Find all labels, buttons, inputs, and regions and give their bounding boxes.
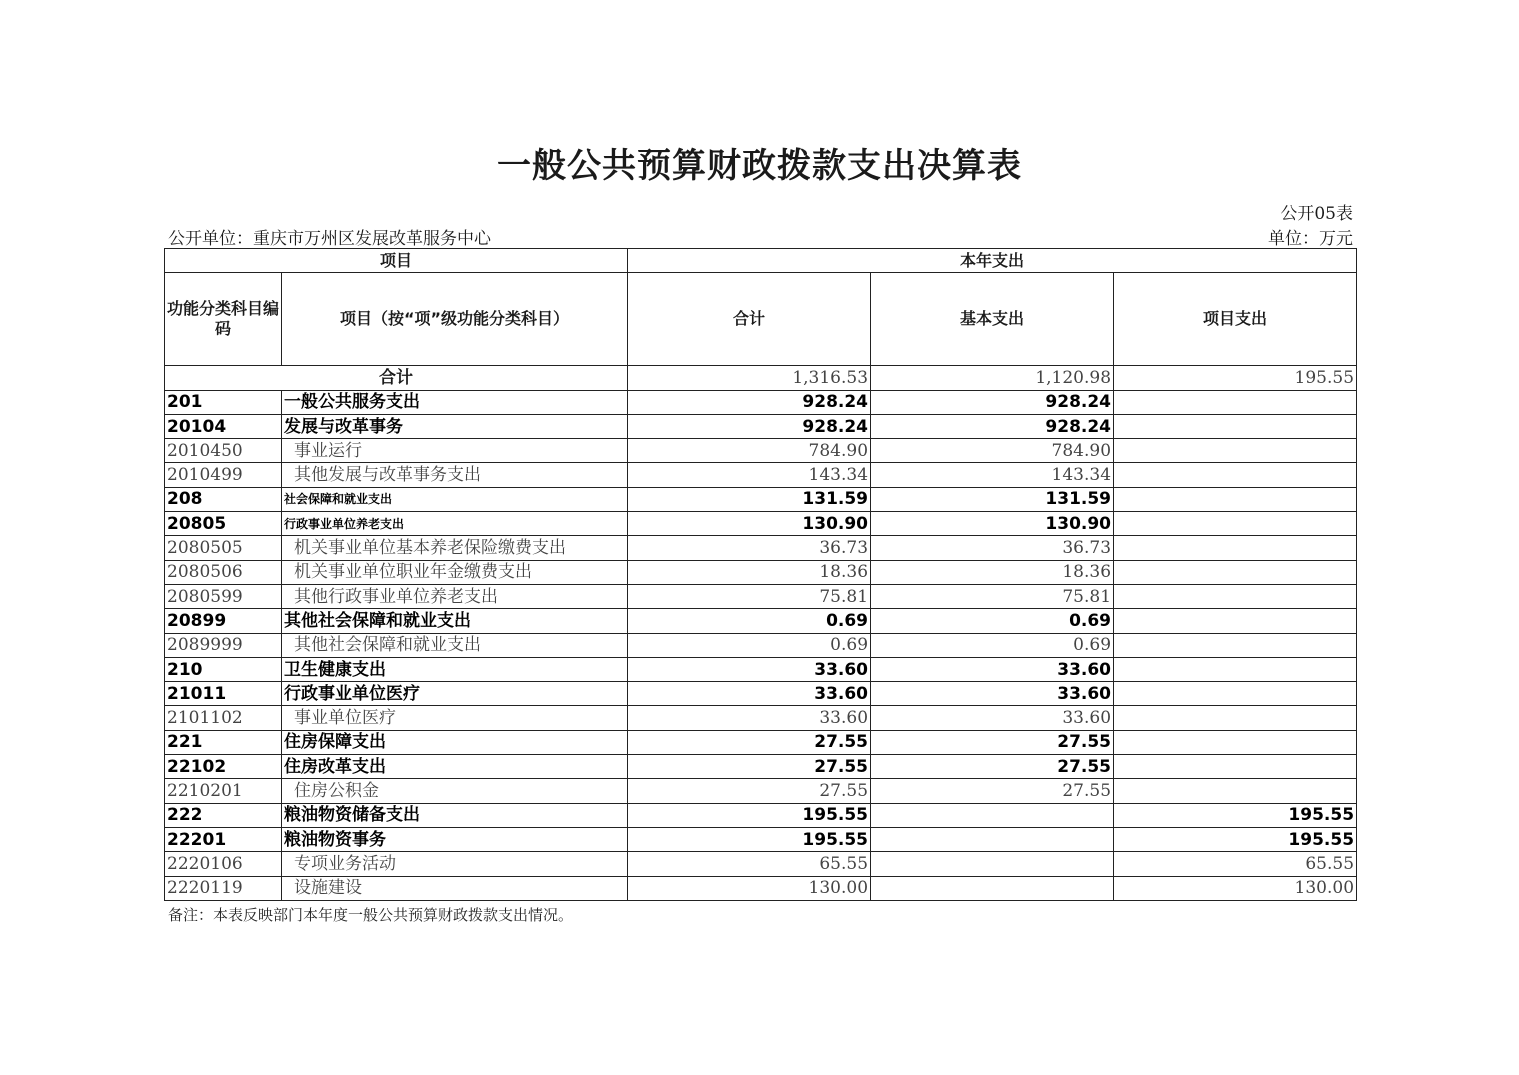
total-sum: 1,316.53 [628, 366, 871, 390]
row-basic: 143.34 [871, 463, 1114, 487]
header-basic: 基本支出 [871, 273, 1114, 366]
row-code: 20805 [165, 512, 282, 536]
row-project [1114, 512, 1357, 536]
row-name: 住房保障支出 [282, 730, 628, 754]
row-project [1114, 463, 1357, 487]
row-basic: 33.60 [871, 706, 1114, 730]
row-project [1114, 755, 1357, 779]
table-row [165, 633, 1357, 657]
row-name: 事业运行 [282, 439, 628, 463]
row-total: 131.59 [628, 487, 871, 511]
row-project [1114, 730, 1357, 754]
row-name: 其他发展与改革事务支出 [282, 463, 628, 487]
page-title: 一般公共预算财政拨款支出决算表 [497, 146, 1022, 186]
header-project: 项目支出 [1114, 273, 1357, 366]
row-total: 65.55 [628, 852, 871, 876]
row-name: 粮油物资事务 [282, 827, 628, 851]
row-project [1114, 609, 1357, 633]
row-code: 210 [165, 657, 282, 681]
table-row [165, 487, 1357, 511]
row-name: 住房公积金 [282, 779, 628, 803]
budget-table [164, 248, 1357, 901]
row-project [1114, 560, 1357, 584]
row-code: 2010450 [165, 439, 282, 463]
row-project [1114, 439, 1357, 463]
table-row [165, 657, 1357, 681]
header-project-group: 项目 [165, 249, 628, 273]
row-basic: 784.90 [871, 439, 1114, 463]
unit-label: 单位：万元 [1268, 229, 1353, 249]
row-project: 130.00 [1114, 876, 1357, 900]
row-code: 2010499 [165, 463, 282, 487]
row-code: 221 [165, 730, 282, 754]
table-row [165, 876, 1357, 900]
row-project [1114, 633, 1357, 657]
column-header-row [165, 273, 1357, 366]
table-row [165, 682, 1357, 706]
row-code: 201 [165, 390, 282, 414]
table-row [165, 536, 1357, 560]
row-basic [871, 852, 1114, 876]
row-project [1114, 779, 1357, 803]
row-total: 0.69 [628, 633, 871, 657]
row-name: 其他社会保障和就业支出 [282, 633, 628, 657]
row-basic: 130.90 [871, 512, 1114, 536]
row-basic: 36.73 [871, 536, 1114, 560]
total-label: 合计 [165, 366, 628, 390]
row-code: 22201 [165, 827, 282, 851]
row-project [1114, 487, 1357, 511]
row-total: 36.73 [628, 536, 871, 560]
row-total: 0.69 [628, 609, 871, 633]
row-basic: 75.81 [871, 584, 1114, 608]
row-name: 行政事业单位医疗 [282, 682, 628, 706]
row-name: 发展与改革事务 [282, 414, 628, 438]
row-basic: 0.69 [871, 609, 1114, 633]
row-total: 33.60 [628, 682, 871, 706]
row-name: 设施建设 [282, 876, 628, 900]
row-basic: 33.60 [871, 657, 1114, 681]
row-project: 195.55 [1114, 803, 1357, 827]
table-note: 备注：本表反映部门本年度一般公共预算财政拨款支出情况。 [168, 906, 574, 924]
row-name: 专项业务活动 [282, 852, 628, 876]
row-basic [871, 876, 1114, 900]
row-basic [871, 803, 1114, 827]
row-code: 2080506 [165, 560, 282, 584]
row-project [1114, 682, 1357, 706]
row-basic: 27.55 [871, 730, 1114, 754]
row-code: 20899 [165, 609, 282, 633]
row-code: 2089999 [165, 633, 282, 657]
row-name: 其他行政事业单位养老支出 [282, 584, 628, 608]
table-row [165, 512, 1357, 536]
org-label: 公开单位：重庆市万州区发展改革服务中心 [168, 229, 491, 249]
row-total: 27.55 [628, 779, 871, 803]
row-name: 住房改革支出 [282, 755, 628, 779]
row-basic: 0.69 [871, 633, 1114, 657]
row-basic: 33.60 [871, 682, 1114, 706]
row-total: 130.00 [628, 876, 871, 900]
table-row [165, 755, 1357, 779]
table-row [165, 439, 1357, 463]
row-name: 一般公共服务支出 [282, 390, 628, 414]
row-project [1114, 390, 1357, 414]
row-total: 75.81 [628, 584, 871, 608]
row-basic [871, 827, 1114, 851]
row-total: 33.60 [628, 706, 871, 730]
row-name: 粮油物资储备支出 [282, 803, 628, 827]
table-row [165, 463, 1357, 487]
row-name: 事业单位医疗 [282, 706, 628, 730]
row-name: 其他社会保障和就业支出 [282, 609, 628, 633]
header-total: 合计 [628, 273, 871, 366]
table-row [165, 803, 1357, 827]
table-row [165, 584, 1357, 608]
row-code: 2080505 [165, 536, 282, 560]
row-code: 2080599 [165, 584, 282, 608]
row-total: 784.90 [628, 439, 871, 463]
row-name: 机关事业单位职业年金缴费支出 [282, 560, 628, 584]
row-code: 208 [165, 487, 282, 511]
row-basic: 27.55 [871, 755, 1114, 779]
row-total: 130.90 [628, 512, 871, 536]
table-row [165, 852, 1357, 876]
row-code: 21011 [165, 682, 282, 706]
table-row [165, 560, 1357, 584]
header-name: 项目（按“项”级功能分类科目） [282, 273, 628, 366]
row-project [1114, 536, 1357, 560]
row-total: 18.36 [628, 560, 871, 584]
table-row [165, 779, 1357, 803]
row-total: 33.60 [628, 657, 871, 681]
row-total: 928.24 [628, 390, 871, 414]
row-code: 222 [165, 803, 282, 827]
row-project [1114, 706, 1357, 730]
table-row [165, 414, 1357, 438]
table-row [165, 827, 1357, 851]
row-total: 27.55 [628, 730, 871, 754]
header-expense-group: 本年支出 [628, 249, 1357, 273]
row-basic: 928.24 [871, 414, 1114, 438]
row-name: 卫生健康支出 [282, 657, 628, 681]
row-basic: 928.24 [871, 390, 1114, 414]
row-name: 社会保障和就业支出 [282, 487, 628, 511]
row-project [1114, 584, 1357, 608]
row-name: 行政事业单位养老支出 [282, 512, 628, 536]
row-total: 27.55 [628, 755, 871, 779]
row-code: 2210201 [165, 779, 282, 803]
table-row [165, 609, 1357, 633]
row-total: 143.34 [628, 463, 871, 487]
row-total: 195.55 [628, 803, 871, 827]
form-number: 公开05表 [1280, 204, 1353, 224]
row-total: 928.24 [628, 414, 871, 438]
row-code: 2220106 [165, 852, 282, 876]
row-code: 2220119 [165, 876, 282, 900]
table-row [165, 706, 1357, 730]
row-basic: 18.36 [871, 560, 1114, 584]
total-basic: 1,120.98 [871, 366, 1114, 390]
total-project: 195.55 [1114, 366, 1357, 390]
row-project [1114, 657, 1357, 681]
total-row [165, 366, 1357, 390]
table-row [165, 390, 1357, 414]
row-name: 机关事业单位基本养老保险缴费支出 [282, 536, 628, 560]
header-code: 功能分类科目编码 [165, 273, 282, 366]
row-code: 22102 [165, 755, 282, 779]
row-project: 195.55 [1114, 827, 1357, 851]
row-project [1114, 414, 1357, 438]
row-basic: 27.55 [871, 779, 1114, 803]
row-basic: 131.59 [871, 487, 1114, 511]
row-total: 195.55 [628, 827, 871, 851]
group-header-row [165, 249, 1357, 273]
row-code: 20104 [165, 414, 282, 438]
table-row [165, 730, 1357, 754]
row-code: 2101102 [165, 706, 282, 730]
row-project: 65.55 [1114, 852, 1357, 876]
